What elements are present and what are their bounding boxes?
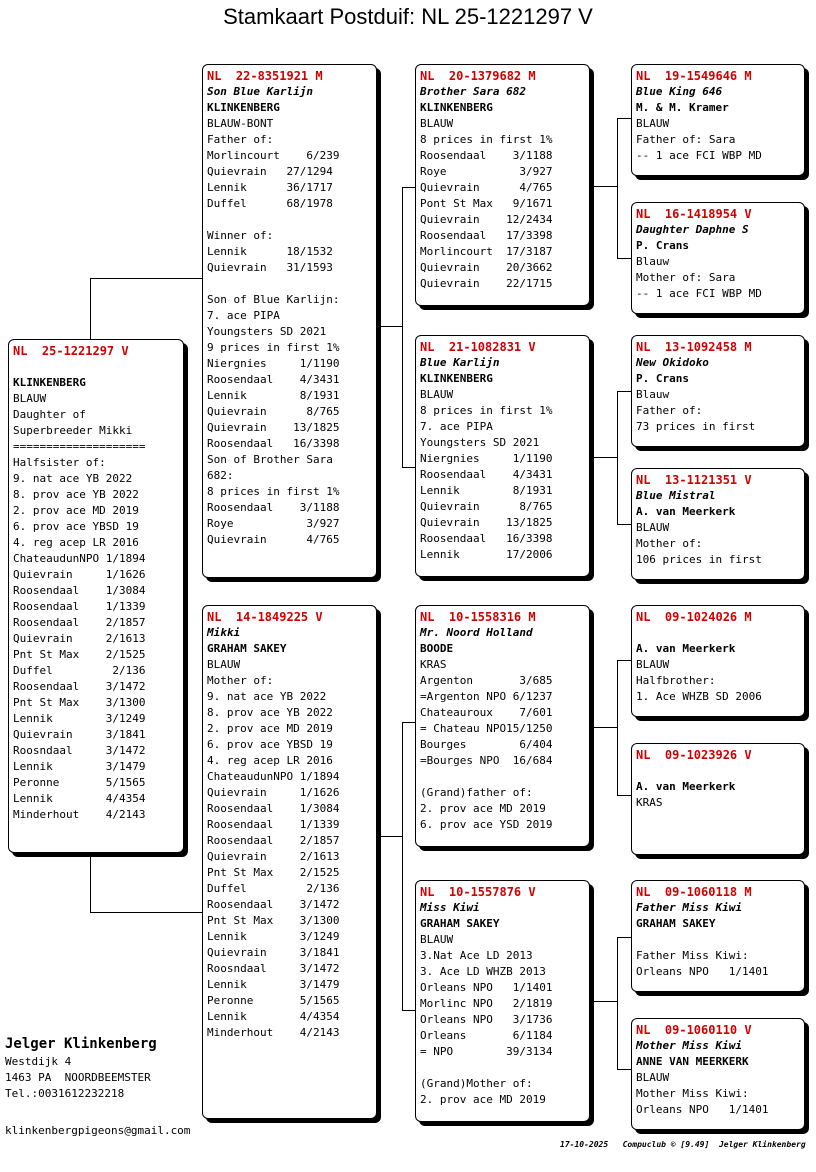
- info-line: 9. nat ace YB 2022: [207, 690, 327, 703]
- info-line: =Argenton NPO 6/1237: [420, 690, 553, 703]
- info-line: 9 prices in first 1%: [207, 341, 340, 354]
- info-line: Winner of:: [207, 229, 274, 242]
- info-line: [207, 212, 372, 228]
- pigeon-name: Son Blue Karlijn: [207, 85, 313, 98]
- info-line: 2. prov ace MD 2019: [420, 802, 546, 815]
- pigeon-owner: BOODE: [420, 642, 454, 655]
- connector: [402, 722, 403, 1010]
- info-line: (Grand)father of:: [420, 786, 533, 799]
- connector: [590, 727, 617, 728]
- info-line: Quievrain 1/1626: [13, 568, 146, 581]
- info-line: Orleans NPO 1/1401: [636, 965, 769, 978]
- info-line: Roosendaal 1/1339: [13, 600, 146, 613]
- info-line: 6. prov ace YBSD 19: [207, 738, 333, 751]
- info-line: Quievrain 3/1841: [13, 728, 146, 741]
- info-line: Orleans NPO 1/1401: [636, 1103, 769, 1116]
- pigeon-fff-card: [631, 64, 805, 176]
- info-line: Roosendaal 3/1188: [420, 149, 553, 162]
- info-line: =Bourges NPO 16/684: [420, 754, 553, 767]
- info-line: Roosendaal 1/3084: [13, 584, 146, 597]
- info-line: BLAUW-BONT: [207, 117, 274, 130]
- info-line: 73 prices in first: [636, 420, 756, 433]
- info-line: 6. prov ace YSD 2019: [420, 818, 553, 831]
- breeder-info: [5, 1034, 157, 1102]
- connector: [90, 854, 91, 912]
- info-line: Mother of:: [207, 674, 274, 687]
- info-line: Lennik 18/1532: [207, 245, 333, 258]
- connector: [377, 836, 402, 837]
- info-line: Lennik 8/1931: [420, 484, 553, 497]
- info-line: Quievrain 4/765: [420, 181, 553, 194]
- info-line: Minderhout 4/2143: [207, 1026, 340, 1039]
- info-line: 3.Nat Ace LD 2013: [420, 949, 533, 962]
- pigeon-name: Brother Sara 682: [420, 85, 526, 98]
- info-line: -- 1 ace FCI WBP MD: [636, 149, 762, 162]
- info-line: 1. Ace WHZB SD 2006: [636, 690, 762, 703]
- connector: [377, 326, 402, 327]
- info-line: Roosendaal 17/3398: [420, 229, 553, 242]
- info-line: ====================: [13, 440, 146, 453]
- connector: [617, 660, 618, 795]
- info-line: [13, 359, 179, 375]
- info-line: BLAUW: [636, 521, 670, 534]
- ring-number: NL 21-1082831 V: [420, 340, 536, 354]
- info-line: Roye 3/927: [207, 517, 340, 530]
- pigeon-name: Father Miss Kiwi: [636, 901, 742, 914]
- info-line: Duffel 2/136: [207, 882, 340, 895]
- pigeon-mother-mother-card: [415, 880, 590, 1122]
- info-line: 8 prices in first 1%: [207, 485, 340, 498]
- ring-number: NL 19-1549646 M: [636, 69, 752, 83]
- pigeon-owner: GRAHAM SAKEY: [636, 917, 716, 930]
- info-line: 3. Ace LD WHZB 2013: [420, 965, 546, 978]
- pigeon-name: Miss Kiwi: [420, 901, 480, 914]
- info-line: Argenton 3/685: [420, 674, 553, 687]
- breeder-phone: Tel.:0031612232218: [5, 1087, 125, 1100]
- info-line: Lennik 4/4354: [13, 792, 146, 805]
- ring-number: NL 16-1418954 V: [636, 207, 752, 221]
- pigeon-mother-father-card: [415, 605, 590, 847]
- pigeon-name: [636, 763, 800, 779]
- pigeon-owner: KLINKENBERG: [207, 101, 280, 114]
- pigeon-fmm-card: [631, 468, 805, 580]
- info-line: Roosendaal 1/3084: [207, 802, 340, 815]
- pigeon-owner: GRAHAM SAKEY: [207, 642, 287, 655]
- pigeon-owner: P. Crans: [636, 372, 689, 385]
- info-line: Morlincourt 17/3187: [420, 245, 553, 258]
- info-line: (Grand)Mother of:: [420, 1077, 533, 1090]
- info-line: KRAS: [420, 658, 447, 671]
- info-line: 4. reg acep LR 2016: [13, 536, 139, 549]
- info-line: Pnt St Max 3/1300: [13, 696, 146, 709]
- info-line: = NPO 39/3134: [420, 1045, 553, 1058]
- info-line: Roosendaal 4/3431: [207, 373, 340, 386]
- page-title: Stamkaart Postduif: NL 25-1221297 V: [223, 4, 593, 29]
- info-line: Peronne 5/1565: [207, 994, 340, 1007]
- pigeon-name: Blue Mistral: [636, 489, 716, 502]
- info-line: Quievrain 13/1825: [207, 421, 340, 434]
- info-line: 2. prov ace MD 2019: [207, 722, 333, 735]
- info-line: Quievrain 22/1715: [420, 277, 553, 290]
- info-line: Lennik 3/1479: [13, 760, 146, 773]
- connector: [90, 278, 91, 340]
- info-line: Lennik 4/4354: [207, 1010, 340, 1023]
- pigeon-name: Daughter Daphne S: [636, 223, 749, 236]
- ring-number: NL 25-1221297 V: [13, 344, 129, 358]
- info-line: 2. prov ace MD 2019: [13, 504, 139, 517]
- info-line: Halfbrother:: [636, 674, 716, 687]
- pigeon-name: Blue King 646: [636, 85, 723, 98]
- info-line: 6. prov ace YBSD 19: [13, 520, 139, 533]
- connector: [590, 186, 617, 187]
- ring-number: NL 09-1024026 M: [636, 610, 752, 624]
- connector: [402, 187, 403, 467]
- info-line: 8. prov ace YB 2022: [207, 706, 333, 719]
- info-line: Mother of:: [636, 537, 703, 550]
- info-line: 8. prov ace YB 2022: [13, 488, 139, 501]
- pigeon-mmm-card: [631, 1018, 805, 1130]
- info-line: Youngsters SD 2021: [420, 436, 540, 449]
- info-line: Roosendaal 3/1472: [207, 898, 340, 911]
- info-line: [207, 276, 372, 292]
- connector: [617, 118, 618, 258]
- info-line: Orleans NPO 3/1736: [420, 1013, 553, 1026]
- info-line: Roosendaal 3/1188: [207, 501, 340, 514]
- pigeon-father-card: [202, 64, 377, 578]
- info-line: 106 prices in first: [636, 553, 762, 566]
- info-line: Pnt St Max 2/1525: [13, 648, 146, 661]
- info-line: Pnt St Max 3/1300: [207, 914, 340, 927]
- ring-number: NL 09-1060118 M: [636, 885, 752, 899]
- connector: [617, 937, 618, 1069]
- info-line: Mother of: Sara: [636, 271, 736, 284]
- info-line: Quievrain 2/1613: [207, 850, 340, 863]
- info-line: Peronne 5/1565: [13, 776, 146, 789]
- footer: 17-10-2025 Compuclub © [9.49] Jelger Klinkenberg: [560, 1140, 806, 1149]
- info-line: BLAUW: [13, 392, 47, 405]
- info-line: Father of:: [207, 133, 274, 146]
- ring-number: NL 10-1558316 M: [420, 610, 536, 624]
- info-line: Roosendaal 2/1857: [207, 834, 340, 847]
- info-line: Quievrain 31/1593: [207, 261, 333, 274]
- pigeon-owner: A. van Meerkerk: [636, 780, 736, 793]
- info-line: Son of Brother Sara: [207, 453, 333, 466]
- connector: [617, 937, 632, 938]
- ring-number: NL 10-1557876 V: [420, 885, 536, 899]
- connector: [617, 391, 632, 392]
- connector: [617, 795, 632, 796]
- info-line: [636, 932, 800, 948]
- info-line: Quievrain 27/1294: [207, 165, 333, 178]
- info-line: Orleans 6/1184: [420, 1029, 553, 1042]
- connector: [617, 660, 632, 661]
- info-line: Bourges 6/404: [420, 738, 553, 751]
- info-line: Roosendaal 4/3431: [420, 468, 553, 481]
- info-line: Lennik 3/1249: [13, 712, 146, 725]
- pigeon-mother-card: [202, 605, 377, 1119]
- info-line: Orleans NPO 1/1401: [420, 981, 553, 994]
- connector: [590, 457, 617, 458]
- pigeon-mfm-card: [631, 743, 805, 855]
- pigeon-ffm-card: [631, 202, 805, 314]
- pigeon-owner: P. Crans: [636, 239, 689, 252]
- info-line: Pont St Max 9/1671: [420, 197, 553, 210]
- pigeon-owner: M. & M. Kramer: [636, 101, 729, 114]
- info-line: Lennik 3/1479: [207, 978, 340, 991]
- pigeon-owner: GRAHAM SAKEY: [420, 917, 500, 930]
- info-line: Mother Miss Kiwi:: [636, 1087, 749, 1100]
- info-line: = Chateau NPO15/1250: [420, 722, 553, 735]
- info-line: Father of: Sara: [636, 133, 736, 146]
- breeder-name: Jelger Klinkenberg: [5, 1036, 157, 1052]
- info-line: Roosendaal 2/1857: [13, 616, 146, 629]
- breeder-email[interactable]: klinkenbergpigeons@gmail.com: [5, 1124, 191, 1137]
- pigeon-name: Mr. Noord Holland: [420, 626, 533, 639]
- breeder-city: 1463 PA NOORDBEEMSTER: [5, 1071, 151, 1084]
- pigeon-name: Mother Miss Kiwi: [636, 1039, 742, 1052]
- info-line: Roye 3/927: [420, 165, 553, 178]
- pigeon-main-card: [8, 339, 184, 853]
- info-line: Quievrain 1/1626: [207, 786, 340, 799]
- info-line: Lennik 8/1931: [207, 389, 340, 402]
- connector: [90, 912, 204, 913]
- pigeon-fmf-card: [631, 335, 805, 447]
- ring-number: NL 14-1849225 V: [207, 610, 323, 624]
- info-line: Roosendaal 16/3398: [420, 532, 553, 545]
- info-line: Quievrain 8/765: [207, 405, 340, 418]
- info-line: Morlinc NPO 2/1819: [420, 997, 553, 1010]
- info-line: 8 prices in first 1%: [420, 133, 553, 146]
- info-line: Lennik 3/1249: [207, 930, 340, 943]
- info-line: Roosndaal 3/1472: [13, 744, 146, 757]
- info-line: Roosendaal 1/1339: [207, 818, 340, 831]
- pigeon-name: [636, 625, 800, 641]
- info-line: Niergnies 1/1190: [420, 452, 553, 465]
- ring-number: NL 13-1092458 M: [636, 340, 752, 354]
- info-line: BLAUW: [636, 1071, 670, 1084]
- info-line: 8 prices in first 1%: [420, 404, 553, 417]
- info-line: Blauw: [636, 388, 670, 401]
- info-line: Daughter of: [13, 408, 86, 421]
- info-line: 2. prov ace MD 2019: [420, 1093, 546, 1106]
- info-line: Duffel 2/136: [13, 664, 146, 677]
- breeder-address: Westdijk 4: [5, 1055, 72, 1068]
- info-line: Quievrain 13/1825: [420, 516, 553, 529]
- info-line: Duffel 68/1978: [207, 197, 333, 210]
- info-line: Quievrain 8/765: [420, 500, 553, 513]
- ring-number: NL 13-1121351 V: [636, 473, 752, 487]
- info-line: -- 1 ace FCI WBP MD: [636, 287, 762, 300]
- info-line: Halfsister of:: [13, 456, 106, 469]
- connector: [590, 1001, 617, 1002]
- info-line: Niergnies 1/1190: [207, 357, 340, 370]
- info-line: Youngsters SD 2021: [207, 325, 327, 338]
- info-line: [420, 769, 585, 785]
- connector: [617, 258, 632, 259]
- info-line: Roosndaal 3/1472: [207, 962, 340, 975]
- ring-number: NL 09-1060110 V: [636, 1023, 752, 1037]
- pigeon-mmf-card: [631, 880, 805, 992]
- ring-number: NL 22-8351921 M: [207, 69, 323, 83]
- pigeon-name: Blue Karlijn: [420, 356, 500, 369]
- info-line: 9. nat ace YB 2022: [13, 472, 133, 485]
- info-line: BLAUW: [420, 117, 454, 130]
- info-line: Quievrain 3/1841: [207, 946, 340, 959]
- info-line: 4. reg acep LR 2016: [207, 754, 333, 767]
- pigeon-owner: ANNE VAN MEERKERK: [636, 1055, 749, 1068]
- info-line: Son of Blue Karlijn:: [207, 293, 340, 306]
- pigeon-owner: KLINKENBERG: [420, 372, 493, 385]
- info-line: ChateaudunNPO 1/1894: [207, 770, 340, 783]
- info-line: Morlincourt 6/239: [207, 149, 340, 162]
- pigeon-owner: A. van Meerkerk: [636, 505, 736, 518]
- pigeon-name: New Okidoko: [636, 356, 709, 369]
- info-line: 7. ace PIPA: [207, 309, 280, 322]
- connector: [617, 118, 632, 119]
- info-line: Superbreeder Mikki: [13, 424, 133, 437]
- info-line: Roosendaal 16/3398: [207, 437, 340, 450]
- info-line: BLAUW: [420, 933, 454, 946]
- info-line: Quievrain 12/2434: [420, 213, 553, 226]
- pigeon-mff-card: [631, 605, 805, 717]
- info-line: Quievrain 20/3662: [420, 261, 553, 274]
- info-line: KRAS: [636, 796, 663, 809]
- ring-number: NL 09-1023926 V: [636, 748, 752, 762]
- info-line: Lennik 17/2006: [420, 548, 553, 561]
- connector: [617, 1069, 632, 1070]
- info-line: [420, 1060, 585, 1076]
- pigeon-owner: A. van Meerkerk: [636, 642, 736, 655]
- connector: [617, 391, 618, 524]
- info-line: 7. ace PIPA: [420, 420, 493, 433]
- info-line: BLAUW: [636, 117, 670, 130]
- pigeon-name: Mikki: [207, 626, 241, 639]
- connector: [90, 278, 204, 279]
- info-line: ChateaudunNPO 1/1894: [13, 552, 146, 565]
- connector: [617, 524, 632, 525]
- info-line: Father Miss Kiwi:: [636, 949, 749, 962]
- info-line: Father of:: [636, 404, 703, 417]
- info-line: Lennik 36/1717: [207, 181, 333, 194]
- info-line: BLAUW: [207, 658, 241, 671]
- info-line: KLINKENBERG: [13, 376, 86, 389]
- info-line: Blauw: [636, 255, 670, 268]
- info-line: Pnt St Max 2/1525: [207, 866, 340, 879]
- info-line: BLAUW: [420, 388, 454, 401]
- ring-number: NL 20-1379682 M: [420, 69, 536, 83]
- info-line: Minderhout 4/2143: [13, 808, 146, 821]
- info-line: Roosendaal 3/1472: [13, 680, 146, 693]
- info-line: Chateauroux 7/601: [420, 706, 553, 719]
- pigeon-owner: KLINKENBERG: [420, 101, 493, 114]
- info-line: BLAUW: [636, 658, 670, 671]
- info-line: 682:: [207, 469, 234, 482]
- info-line: Quievrain 2/1613: [13, 632, 146, 645]
- info-line: Quievrain 4/765: [207, 533, 340, 546]
- pigeon-father-father-card: [415, 64, 590, 306]
- pigeon-father-mother-card: [415, 335, 590, 577]
